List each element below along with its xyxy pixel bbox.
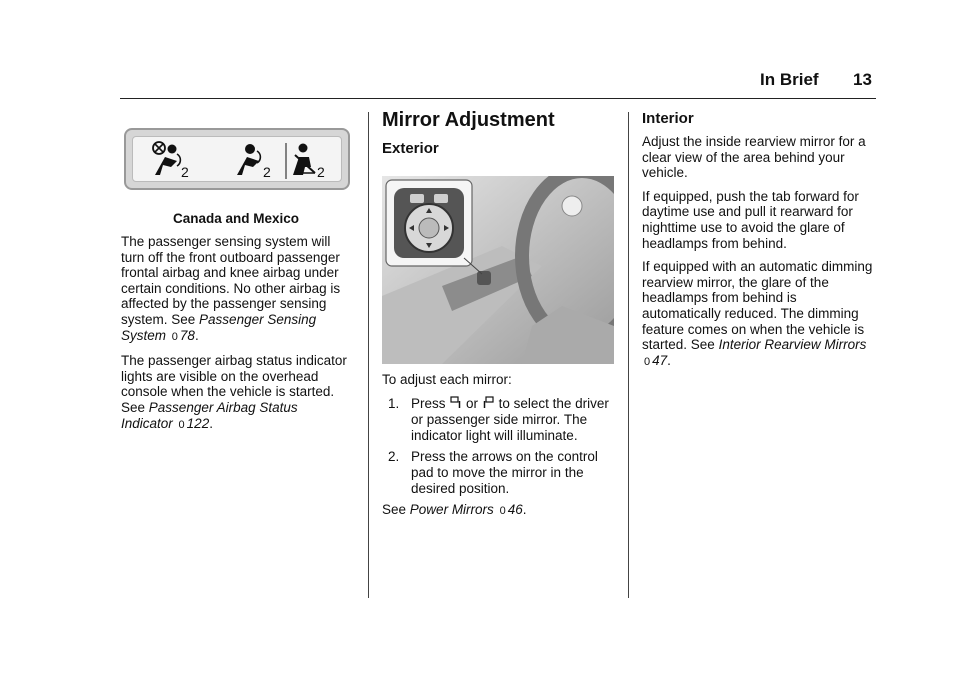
passenger-sensing-link[interactable]: Passenger Sensing System [121, 311, 317, 343]
step-number: 1. [388, 395, 400, 411]
step-1-text: to select the driver or passenger side mirror. The indicator light will illuminate. [411, 395, 609, 443]
section-header-title: In Brief [760, 70, 819, 89]
seatbelt-icon [293, 144, 315, 176]
figure-caption: Canada and Mexico [172, 211, 300, 226]
column-divider-2 [628, 112, 629, 598]
power-mirrors-link[interactable]: Power Mirrors [409, 502, 494, 518]
left-column-body [121, 234, 353, 441]
page-ref-icon: 0 [178, 418, 185, 431]
adjust-intro: To adjust each mirror: [382, 372, 512, 387]
left-mirror-select-icon [450, 396, 461, 413]
mirror-control-illustration [382, 176, 614, 364]
passenger-sensing-text: The passenger sensing system will turn off the front outboard passenger frontal airbag and knee airbag under certain conditions. No other airbag is affected by the passenger sensing system. See [121, 234, 341, 327]
interior-para-2: If equipped, push the tab forward for daytime use and pull it rearward for nighttime use to avoid the glare of headlamps from behind. [642, 188, 859, 251]
interior-heading: Interior [642, 110, 694, 127]
seatbelt-subscript: 2 [317, 164, 325, 180]
page-ref-icon: 0 [644, 355, 651, 368]
passenger-sensing-paragraph: The passenger sensing system will turn off the front outboard passenger frontal airbag and knee airbag under certain conditions. No other airbag is affected by the passenger sensing system. See Passenger Sensing System 0 78. [121, 234, 341, 343]
power-mirrors-page[interactable]: 46 [507, 502, 523, 518]
auto-dimming-text: If equipped with an automatic dimming rearview mirror, the glare of the headlamps from behind is automatically reduced. The dimming feature comes on when the vehicle is started. See [642, 259, 873, 353]
airbag-on-icon [237, 144, 260, 175]
step-1-press: Press [411, 395, 446, 411]
step-1-or: or [466, 395, 479, 411]
airbag-off-subscript: 2 [181, 164, 189, 180]
step-1 [382, 396, 618, 444]
right-column-body [642, 134, 878, 378]
airbag-on-subscript: 2 [263, 164, 271, 180]
interior-para-3: If equipped with an automatic dimming rearview mirror, the glare of the headlamps from behind is automatically reduced. The dimming feature comes on when the vehicle is started. See Interior Rearview Mirrors 0 47. [642, 259, 873, 368]
airbag-status-panel [124, 128, 350, 190]
status-indicator-paragraph: The passenger airbag status indicator lights are visible on the overhead console when the vehicle is started. See Passenger Airbag Status Indicator 0 122. [121, 353, 347, 431]
page-ref-icon: 0 [499, 505, 506, 518]
interior-mirrors-link[interactable]: Interior Rearview Mirrors [718, 337, 867, 353]
status-indicator-text: The passenger airbag status indicator lights are visible on the overhead console when the vehicle is started. See [121, 353, 347, 415]
column-divider-1 [368, 112, 369, 598]
passenger-sensing-page[interactable]: 78 [179, 327, 195, 343]
interior-para-1: Adjust the inside rearview mirror for a clear view of the area behind your vehicle. [642, 134, 866, 181]
status-indicator-page[interactable]: 122 [186, 415, 210, 431]
mirror-adjustment-heading: Mirror Adjustment [382, 109, 555, 131]
airbag-off-icon [153, 142, 180, 175]
step-number: 2. [388, 449, 400, 465]
page-number: 13 [853, 70, 872, 89]
step-2 [382, 449, 618, 496]
mirror-steps [382, 396, 618, 497]
interior-mirrors-page[interactable]: 47 [652, 352, 668, 368]
power-mirrors-see: See Power Mirrors 0 46. [382, 502, 527, 518]
page-ref-icon: 0 [171, 330, 178, 343]
status-indicator-link[interactable]: Passenger Airbag Status Indicator [121, 399, 298, 431]
middle-column-body [382, 372, 618, 528]
step-2-text: Press the arrows on the control pad to move the mirror in the desired position. [411, 449, 598, 496]
right-mirror-select-icon [483, 396, 494, 413]
see-text: See [382, 502, 407, 518]
exterior-subheading: Exterior [382, 140, 439, 157]
header-divider [120, 98, 876, 99]
